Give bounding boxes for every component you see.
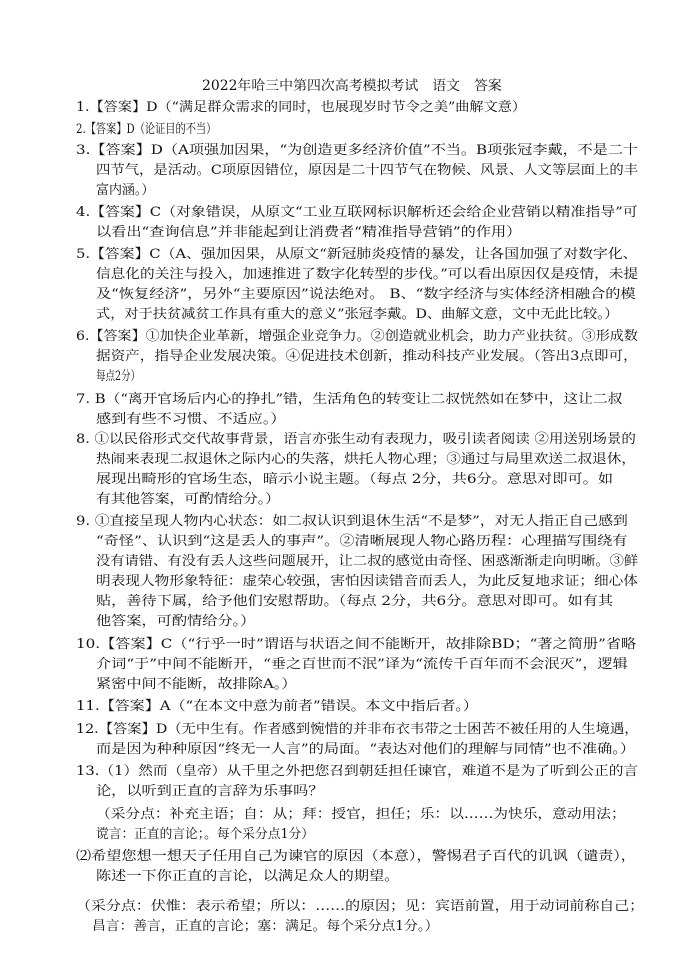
answer-line: 8. ①以民俗形式交代故事背景，语言亦张生动有表现力，吸引读者阅读 ②用送别场景的 [76, 432, 636, 447]
answer-line: 6.【答案】①加快企业革新，增强企业竞争力。②创造就业机会，助力产业扶贫。③形成数 [76, 329, 638, 344]
answer-line: 热闹来表现二叔退休之际内心的失落，烘托人物心理；③通过与局里欢送二叔退休， [96, 452, 636, 467]
answer-line: 每点2分） [96, 369, 141, 384]
answer-line: 13.（1）然而（皇帝）从千里之外把您召到朝廷担任谏官，难道不是为了听到公正的言 [76, 764, 639, 779]
answer-line: 感到有些不习惯、不适应。） [96, 412, 286, 427]
answer-line: 紧密中间不能断，故排除A。） [96, 677, 297, 692]
answer-line: （采分点：补充主语；自：从；拜：授官，担任；乐：以……为快乐，意动用法； [96, 807, 626, 822]
answer-line: 5.【答案】C（A、强加因果，从原文“新冠肺炎疫情的暴发，让各国加强了对数字化、 [76, 247, 638, 262]
answer-line: 介词“于”中间不能断开，“垂之百世而不泯”译为“流传千百年而不会泯灭”，逻辑 [96, 657, 628, 672]
answer-line: 昌言：善言，正直的言论；塞：满足。每个采分点1分。） [92, 919, 439, 934]
answer-line: 以看出“查询信息”并非能起到让消费者“精准指导营销”的作用） [96, 225, 522, 240]
answer-line: “奇怪”、认识到“这是丢人的事声”。②清晰展现人物心路历程：心理描写围绕有 [96, 534, 628, 549]
answer-line: 1.【答案】D（“满足群众需求的同时，也展现岁时节令之美”曲解文意） [76, 100, 527, 115]
answer-line: 展现出畸形的官场生态，暗示小说主题。（每点 2分，共6分。意思对即可。如 [96, 472, 613, 487]
answer-line: 信息化的关注与投入，加速推进了数字化转型的步伐。”可以看出原因仅是疫情，未提 [96, 267, 639, 282]
answer-line: 有其他答案，可酌情给分。） [96, 492, 280, 507]
answer-line: 2.【答案】D（论证目的不当） [76, 122, 217, 137]
answer-line: 谠言：正直的言论；。每个采分点1分） [96, 827, 314, 842]
answer-line: 及“恢复经济”，另外“主要原因”说法绝对。 B、“数字经济与实体经济相融合的模 [96, 287, 636, 302]
answer-line: 而是因为种种原因“终无一人言”的局面。“表达对他们的理解与同情”也不准确。） [96, 742, 636, 757]
answer-line: ⑵希望您想一想天子任用自己为谏官的原因（本意），警惕君子百代的讥讽（谴责）， [76, 849, 636, 864]
answer-line: 四节气，是活动。C项原因错位，原因是二十四节气在物候、风景、人文等层面上的丰 [96, 163, 639, 178]
answer-line: 11.【答案】A（“在本文中意为前者”错误。本文中指后者。） [76, 699, 478, 714]
answer-line: 论，以听到正直的言辞为乐事吗？ [96, 784, 324, 799]
answer-line: 没有请错、有没有丢人这些问题展开，让二叔的感觉由奇怪、困惑渐渐走向明晰。③鲜 [96, 554, 639, 569]
answer-line: 陈述一下你正直的言论，以满足众人的期望。 [96, 869, 400, 884]
answer-line: 富内涵。） [96, 183, 155, 198]
answer-line: 10.【答案】C（“行乎一时”谓语与状语之间不能断开，故排除BD；“著之简册”省略 [76, 637, 637, 652]
answer-line: 式，对于扶贫减贫工作具有重大的意义”张冠李戴。D、曲解文意，文中无此比较。） [96, 307, 619, 322]
answer-line: 明表现人物形象特征：虚荣心较强，害怕因读错音而丢人，为此反复地求证；细心体 [96, 574, 638, 589]
answer-line: （采分点：伏惟：表示希望；所以：……的原因；见：宾语前置，用于动词前称自己； [76, 899, 645, 914]
answer-line: 4.【答案】C（对象错误，从原文“工业互联网标识解析还会给企业营销以精准指导”可 [76, 205, 638, 220]
document-title: 2022年哈三中第四次高考模拟考试 语文 答案 [202, 78, 502, 94]
answer-line: 贴，善待下属，给予他们安慰帮助。（每点 2分，共6分。意思对即可。如有其 [96, 594, 613, 609]
answer-line: 3.【答案】D（A项强加因果，“为创造更多经济价值”不当。B项张冠李戴，不是二十 [76, 143, 639, 158]
answer-line: 据资产，指导企业发展决策。④促进技术创新，推动科技产业发展。（答出3点即可， [96, 349, 638, 364]
answer-line: 他答案，可酌情给分。） [96, 614, 256, 629]
answer-line: 12.【答案】D（无中生有。作者感到惋惜的并非布衣韦带之士困苦不被任用的人生境遇， [76, 722, 639, 737]
answer-line: 7. B（“离开官场后内心的挣扎”错，生活角色的转变让二叔恍然如在梦中，这让二叔 [76, 392, 623, 407]
answer-line: 9. ①直接呈现人物内心状态：如二叔认识到退休生活“不是梦”，对无人指正自己感到 [76, 514, 628, 529]
